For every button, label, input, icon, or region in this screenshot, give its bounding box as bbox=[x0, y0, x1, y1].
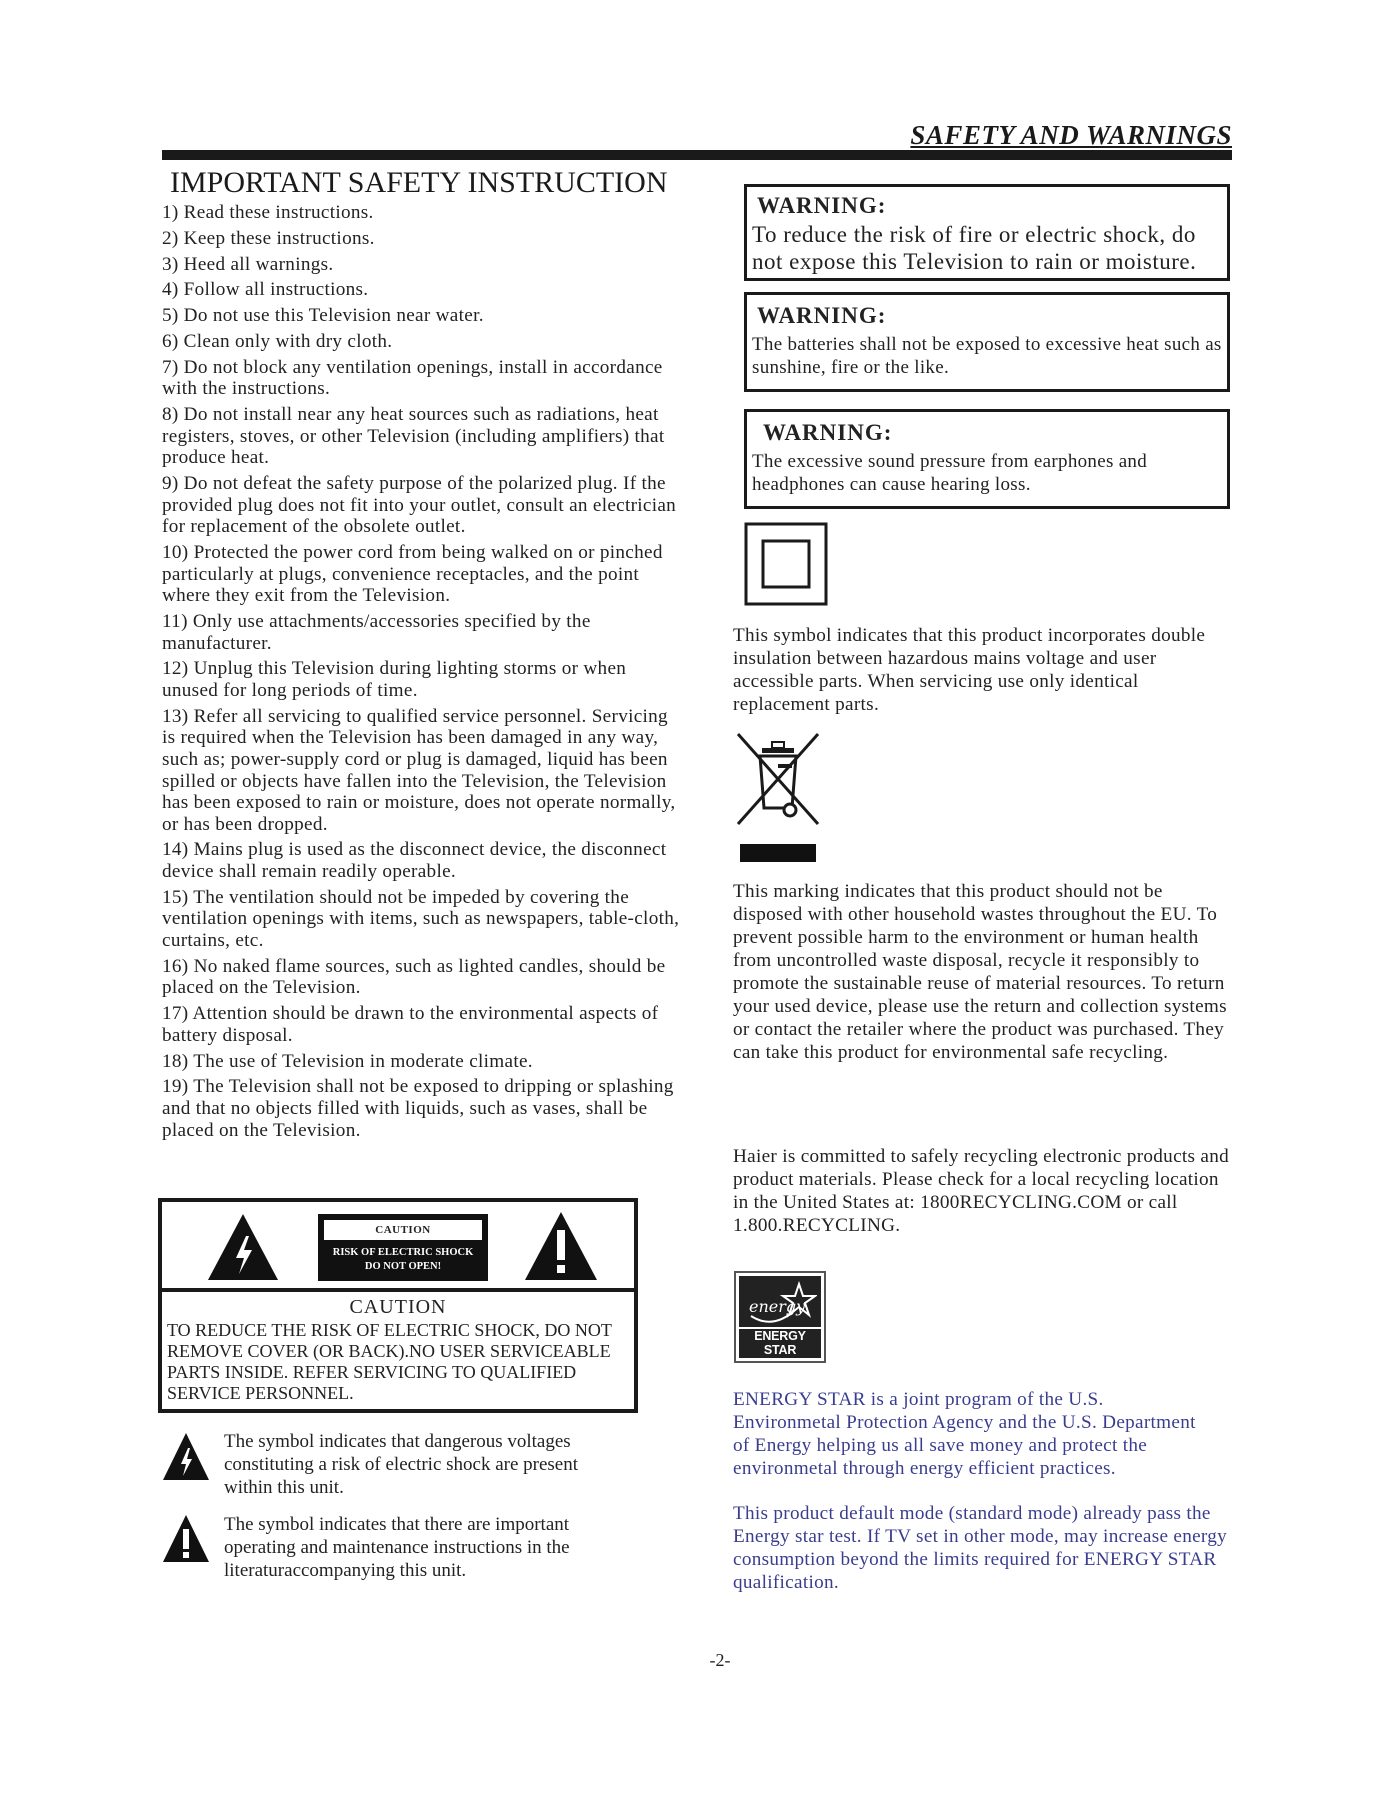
instructions-heading: IMPORTANT SAFETY INSTRUCTION bbox=[170, 166, 668, 199]
lightning-symbol-icon bbox=[162, 1432, 210, 1482]
list-item: 3) Heed all warnings. bbox=[162, 253, 334, 275]
list-item: 18) The use of Television in moderate climate. bbox=[162, 1050, 533, 1072]
energy-script-text: energy bbox=[749, 1297, 806, 1316]
list-item: 19) The Television shall not be exposed to dripping or splashing and that no objects filled with liquids, such as vases, shall be placed on the Television. bbox=[162, 1076, 674, 1141]
recycling-text: Haier is committed to safely recycling electronic products and product materials. Please check for a local recycling location in the United States at: 1800RECYCLING.COM or call 1.800.RECYCLING. bbox=[733, 1146, 1229, 1236]
caution-heading: CAUTION bbox=[349, 1296, 447, 1318]
warning-heading: WARNING: bbox=[757, 193, 887, 218]
exclamation-warning-icon bbox=[523, 1210, 599, 1282]
warning-box bbox=[744, 292, 1230, 392]
list-item: 1) Read these instructions. bbox=[162, 202, 374, 223]
caution-body: TO REDUCE THE RISK OF ELECTRIC SHOCK, DO NOT REMOVE COVER (OR BACK).NO USER SERVICEABLE PARTS INSIDE. REFER SERVICING TO QUALIFIED SERVICE PERSONNEL. bbox=[167, 1320, 612, 1403]
energy-star-text: ENERGY STAR is a joint program of the U.S. Environmetal Protection Agency and the U.S. Department of Energy helping us all save money and protect the environmetal through energy efficient practices. bbox=[733, 1389, 1196, 1479]
warning-heading: WARNING: bbox=[763, 420, 893, 445]
warning-box bbox=[744, 184, 1230, 281]
warning-text: To reduce the risk of fire or electric shock, do not expose this Television to rain or moisture. bbox=[752, 222, 1197, 274]
voltage-symbol-text: The symbol indicates that dangerous voltages constituting a risk of electric shock are present within this unit. bbox=[224, 1431, 579, 1498]
instructions-list bbox=[162, 202, 682, 1145]
list-item: 10) Protected the power cord from being walked on or pinched particularly at plugs, convenience receptacles, and the point where they exit from the Television. bbox=[162, 542, 663, 607]
list-item: 9) Do not defeat the safety purpose of the polarized plug. If the provided plug does not fit into your outlet, consult an electrician for replacement of the obsolete outlet. bbox=[162, 473, 677, 538]
list-item: 4) Follow all instructions. bbox=[162, 279, 369, 301]
warning-heading: WARNING: bbox=[757, 303, 887, 328]
section-title: SAFETY AND WARNINGS bbox=[910, 120, 1232, 150]
exclamation-symbol-icon bbox=[162, 1514, 210, 1564]
list-item: 5) Do not use this Television near water. bbox=[162, 305, 484, 327]
caution-box-header bbox=[162, 1202, 634, 1292]
energy-star-label: ENERGY STAR bbox=[739, 1327, 821, 1357]
list-item: 14) Mains plug is used as the disconnect device, the disconnect device shall remain readily operable. bbox=[162, 839, 667, 883]
list-item: 7) Do not block any ventilation openings, install in accordance with the instructions. bbox=[162, 356, 663, 400]
caution-label-text: CAUTION bbox=[324, 1220, 482, 1240]
double-insulation-icon bbox=[744, 522, 828, 606]
weee-text: This marking indicates that this product should not be disposed with other household wastes throughout the EU. To prevent possible harm to the environment or human health from uncontrolled waste disposal, recycle it responsibly to promote the sustainable reuse of material resources. To return your used device, please use the return and collection systems or contact the retailer where the product was purchased. They can take this product for environmental safe recycling. bbox=[733, 881, 1227, 1063]
warning-text: The batteries shall not be exposed to excessive heat such as sunshine, fire or the like. bbox=[752, 334, 1222, 378]
list-item: 2) Keep these instructions. bbox=[162, 227, 375, 249]
list-item: 8) Do not install near any heat sources such as radiations, heat registers, stoves, or other Television (including amplifiers) that produce heat. bbox=[162, 404, 665, 469]
risk-line-1: RISK OF ELECTRIC SHOCK bbox=[332, 1247, 474, 1258]
exclamation-symbol-text: The symbol indicates that there are important operating and maintenance instructions in the literaturaccompanying this unit. bbox=[224, 1514, 570, 1581]
list-item: 6) Clean only with dry cloth. bbox=[162, 330, 393, 352]
warning-text: The excessive sound pressure from earphones and headphones can cause hearing loss. bbox=[752, 451, 1148, 495]
risk-line-2: DO NOT OPEN! bbox=[364, 1261, 442, 1272]
list-item: 13) Refer all servicing to qualified service personnel. Servicing is required when the Television has been damaged in any way, such as; power-supply cord or plug is damaged, liquid has been spilled or objects have fallen into the Television, the Television has been exposed to rain or moisture, does not operate normally, or has been dropped. bbox=[162, 705, 676, 835]
title-rule bbox=[162, 150, 1232, 160]
list-item: 12) Unplug this Television during lighting storms or when unused for long periods of time. bbox=[162, 658, 627, 701]
energy-star-logo bbox=[734, 1271, 826, 1363]
list-item: 17) Attention should be drawn to the environmental aspects of battery disposal. bbox=[162, 1003, 659, 1046]
caution-box bbox=[158, 1198, 638, 1413]
energy-star-default-mode-text: This product default mode (standard mode) already pass the Energy star test. If TV set in other mode, may increase energy consumption beyond the limits required for ENERGY STAR qualification. bbox=[733, 1503, 1228, 1593]
list-item: 16) No naked flame sources, such as lighted candles, should be placed on the Television. bbox=[162, 955, 666, 999]
caution-risk-text bbox=[318, 1246, 488, 1274]
weee-bin-icon bbox=[732, 730, 824, 864]
list-item: 11) Only use attachments/accessories specified by the manufacturer. bbox=[162, 610, 591, 654]
page-number: -2- bbox=[709, 1650, 731, 1670]
double-insulation-text: This symbol indicates that this product incorporates double insulation between hazardous mains voltage and user accessible parts. When servicing use only identical replacement parts. bbox=[733, 625, 1206, 715]
caution-label bbox=[318, 1214, 488, 1281]
lightning-warning-icon bbox=[206, 1212, 280, 1282]
warning-box bbox=[744, 409, 1230, 509]
list-item: 15) The ventilation should not be impeded by covering the ventilation openings with items, such as newspapers, table-cloth, curtains, etc. bbox=[162, 886, 680, 952]
